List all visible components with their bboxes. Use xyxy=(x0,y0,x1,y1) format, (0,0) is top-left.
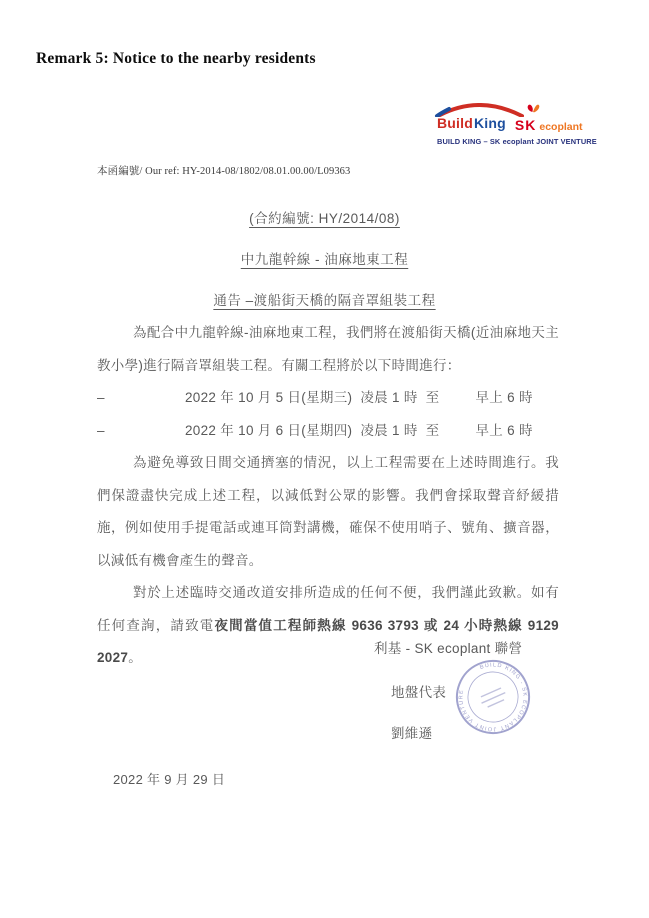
apology-text: 對於上述臨時交通改道安排所造成的任何不便，我們謹此致歉。如有任何查詢，請致電 xyxy=(97,585,559,633)
remark-heading: Remark 5: Notice to the nearby residents xyxy=(36,50,316,67)
issue-date: 2022 年 9 月 29 日 xyxy=(113,772,226,787)
sk-ecoplant-wordmark xyxy=(515,105,583,133)
signature-company: 利基 - SK ecoplant 聯營 xyxy=(374,641,523,656)
svg-text:BUILD KING - SK ECOPLANT JOINT xyxy=(450,654,536,740)
joint-venture-logo xyxy=(437,103,597,146)
signature-role: 地盤代表 xyxy=(391,685,447,700)
schedule-date: 2022 年 10 月 5 日(星期三) xyxy=(185,390,353,405)
schedule-row xyxy=(97,382,559,415)
schedule-date: 2022 年 10 月 6 日(星期四) xyxy=(185,422,353,438)
schedule-dash: – xyxy=(97,390,105,405)
schedule-to-word: 至 xyxy=(425,390,440,405)
buildking-arch-icon xyxy=(434,103,524,117)
logo-king-text: King xyxy=(474,115,506,131)
our-ref-line: 本函編號/ Our ref: HY-2014-08/1802/08.01.00.00/L09363 xyxy=(97,166,351,177)
notice-body xyxy=(97,317,559,675)
schedule-start-time: 凌晨 1 時 xyxy=(360,422,418,438)
project-title: 中九龍幹線 - 油麻地東工程 xyxy=(240,252,409,267)
contract-number-title: (合約編號: HY/2014/08) xyxy=(249,211,400,226)
joint-venture-caption: BUILD KING – SK ecoplant JOINT VENTURE xyxy=(437,137,597,146)
stamp-ring-text: BUILD KING - SK ECOPLANT JOINT VENTURE xyxy=(458,662,528,732)
paragraph-mitigation: 為避免導致日間交通擠塞的情況，以上工程需要在上述時間進行。我們保證盡快完成上述工程，以減低對公眾的影響。我們會採取聲音紓緩措施，例如使用手提電話或連耳筒對講機，確保不使用哨子、號角、擴音器，以減低有機會產生的聲音。 xyxy=(97,455,559,568)
paragraph-intro: 為配合中九龍幹線-油麻地東工程，我們將在渡船街天橋(近油麻地天主教小學)進行隔音罩組裝工程。有關工程將於以下時間進行： xyxy=(97,325,559,373)
sk-butterfly-icon xyxy=(526,103,540,114)
schedule-dash: – xyxy=(97,422,105,438)
schedule-start-time: 凌晨 1 時 xyxy=(360,390,418,405)
schedule-end-time: 早上 6 時 xyxy=(475,422,533,438)
buildking-wordmark xyxy=(437,103,506,133)
schedule-end-time: 早上 6 時 xyxy=(475,390,533,405)
signature-name: 劉維遜 xyxy=(391,726,433,741)
sentence-end: 。 xyxy=(128,650,143,665)
schedule-row xyxy=(97,415,559,448)
logo-sk-text: SK xyxy=(514,117,537,133)
notice-titles xyxy=(0,209,649,332)
logo-build-text: Build xyxy=(437,115,473,131)
logo-ecoplant-text: ecoplant xyxy=(539,121,583,133)
company-stamp xyxy=(450,654,536,740)
schedule-to-word: 至 xyxy=(425,422,440,438)
hotline-text: 夜間當值工程師熱線 9636 3793 或 24 小時熱線 9129 2027 xyxy=(97,617,559,665)
notice-subject-title: 通告 –渡船街天橋的隔音罩組裝工程 xyxy=(213,293,436,308)
logo-wordmarks xyxy=(437,103,589,133)
